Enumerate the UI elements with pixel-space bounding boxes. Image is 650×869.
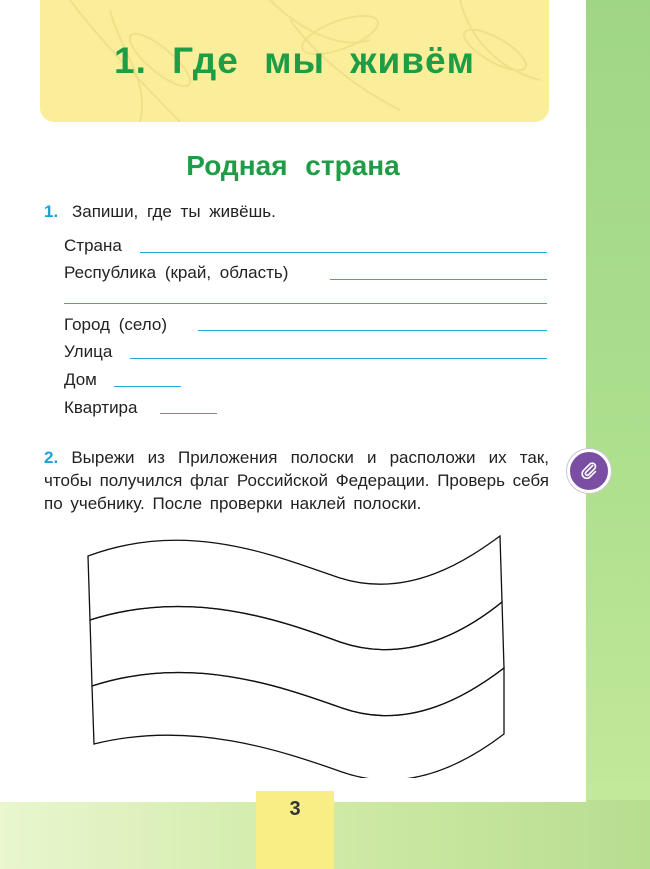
street-label: Улица <box>64 342 113 361</box>
flag-stripe-top <box>88 536 502 650</box>
apartment-label: Квартира <box>64 398 138 417</box>
street-line[interactable] <box>130 358 547 359</box>
paperclip-icon <box>578 460 600 482</box>
page-number: 3 <box>289 798 301 820</box>
city-label: Город (село) <box>64 315 167 334</box>
chapter-title: 1. Где мы живём <box>114 40 475 81</box>
attachment-badge[interactable] <box>567 449 611 493</box>
task2-instruction <box>44 446 549 515</box>
task2-text: Вырежи из Приложения полоски и расположи их так, чтобы получился флаг Российской Федерации. Проверь себя по учебнику. После проверки наклей полоски. <box>44 448 549 513</box>
flag-outline[interactable] <box>80 528 510 778</box>
chapter-header <box>40 0 549 122</box>
flag-stripe-middle <box>90 602 504 716</box>
task1-instruction: Запиши, где ты живёшь. <box>72 202 276 221</box>
background-right-strip <box>585 0 650 869</box>
flag-stripe-bottom <box>92 668 504 778</box>
house-line[interactable] <box>114 386 181 387</box>
republic-line[interactable] <box>330 279 547 280</box>
republic-label: Республика (край, область) <box>64 263 289 282</box>
republic-line-2[interactable] <box>64 303 547 304</box>
country-line[interactable] <box>140 252 547 253</box>
house-label: Дом <box>64 370 97 389</box>
task2-number: 2. <box>44 448 59 467</box>
apartment-line[interactable] <box>160 413 217 414</box>
country-label: Страна <box>64 236 122 255</box>
task1-number: 1. <box>44 202 59 221</box>
city-line[interactable] <box>198 330 547 331</box>
section-title: Родная страна <box>186 150 400 181</box>
